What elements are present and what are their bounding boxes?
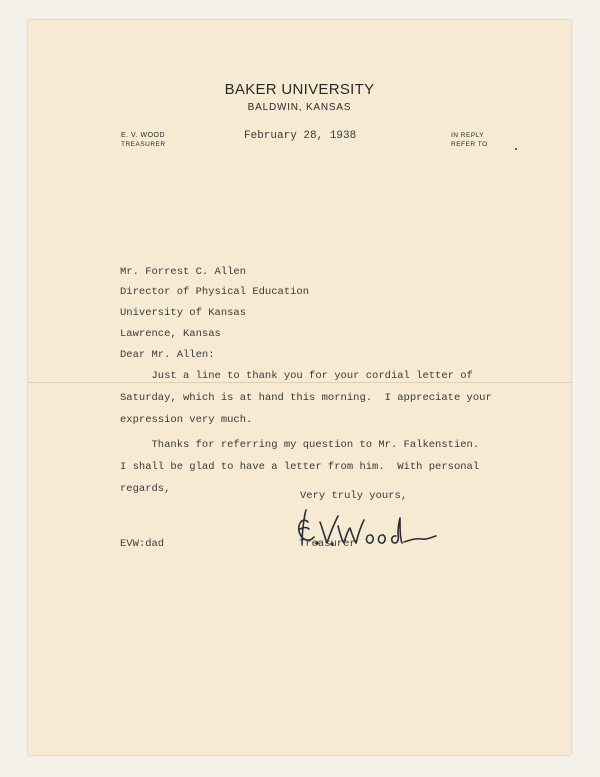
body-line: Just a line to thank you for your cordial letter of	[120, 370, 473, 382]
body-line: Saturday, which is at hand this morning. I appreciate your	[120, 392, 492, 404]
recipient-institution: University of Kansas	[120, 307, 247, 319]
recipient-name: Mr. Forrest C. Allen	[120, 266, 247, 278]
recipient-city: Lawrence, Kansas	[120, 328, 221, 340]
body-line: regards,	[120, 483, 171, 495]
reply-line-1: IN REPLY	[451, 132, 485, 139]
recipient-title: Director of Physical Education	[120, 286, 310, 298]
signer-title: Treasurer	[299, 538, 356, 550]
ink-speck	[515, 148, 517, 150]
letterhead-location: BALDWIN, KANSAS	[247, 102, 352, 113]
typist-initials: EVW:dad	[120, 538, 165, 550]
body-line: expression very much.	[120, 414, 253, 426]
sender-name: E. V. WOOD	[121, 132, 166, 139]
letter-page	[28, 20, 571, 755]
letterhead-organization: BAKER UNIVERSITY	[224, 81, 375, 98]
fold-crease	[28, 382, 571, 383]
reply-line-2: REFER TO	[451, 141, 488, 148]
body-line: I shall be glad to have a letter from him. With personal	[120, 461, 480, 473]
reply-block	[451, 131, 488, 149]
sender-block	[121, 131, 166, 149]
sender-title: TREASURER	[121, 141, 166, 148]
letter-date: February 28, 1938	[244, 130, 357, 142]
body-line: Thanks for referring my question to Mr. Falkenstien.	[120, 439, 480, 451]
salutation: Dear Mr. Allen:	[120, 349, 215, 361]
closing: Very truly yours,	[300, 490, 408, 502]
